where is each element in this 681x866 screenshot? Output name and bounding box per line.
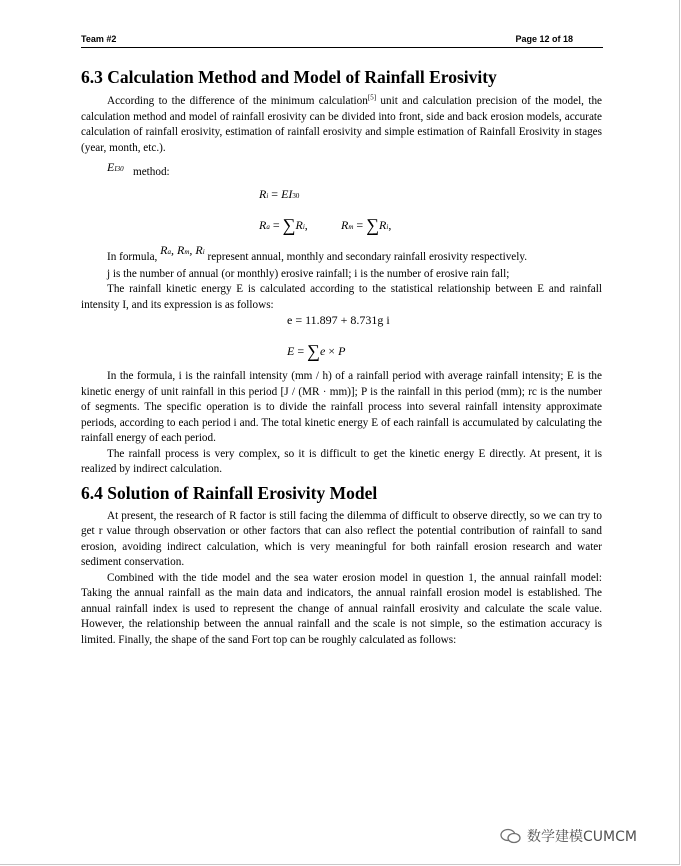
page-number: Page 12 of 18 bbox=[515, 34, 573, 44]
page-content bbox=[81, 66, 602, 648]
symbols-ra-rm-ri: Ra, Rm, Ri bbox=[160, 243, 205, 257]
paragraph-j-definition: j is the number of annual (or monthly) erosive rainfall; i is the number of erosive rain fall; bbox=[107, 267, 510, 280]
section-title-6-4: 6.4 Solution of Rainfall Erosivity Model bbox=[81, 482, 378, 503]
equation-block-e bbox=[81, 313, 602, 369]
equation-e: e = 11.897 + 8.731g i bbox=[287, 313, 390, 327]
citation: [5] bbox=[367, 93, 377, 102]
method-label: method: bbox=[133, 166, 170, 178]
e-i30-symbol: EI30 bbox=[107, 160, 124, 174]
e-method-line bbox=[81, 160, 602, 183]
paragraph-intro: According to the difference of the minimum calculation[5] unit and calculation precision of the model, the calculation method and model of rainfall erosivity can be divided into front, side and back erosion models, accurate calculation of rainfall erosivity, estimation of rainfall erosivity and simple estimation of Rainfall Erosivity in stages (year, month, etc.). bbox=[81, 93, 603, 154]
page-header bbox=[81, 34, 603, 48]
paragraph-formula-explain: In the formula, i is the rainfall intensity (mm / h) of a rainfall period with average rainfall intensity; E is the kinetic energy of unit rainfall in this period [J / (MR · mm)]; P is the rainfall in this period (mm); rc is the number of segments. The specific operation is to divide the rainfall process into several rainfall intensity approximate periods, according to each period i and. The total kinetic energy E of each rainfall is accumulated by calculating the rainfall energy of each period. bbox=[81, 370, 602, 444]
watermark-text: 数学建模CUMCM bbox=[527, 829, 637, 845]
paragraph-formula-intro: In formula, Ra, Rm, Ri represent annual, monthly and secondary rainfall erosivity respectively. bbox=[107, 243, 528, 263]
paragraph-combined: Combined with the tide model and the sea water erosion model in question 1, the annual rainfall model: Taking the annual rainfall as the main data and indicators, the annual rainfall erosion model is established. The annual rainfall index is used to represent the change of annual rainfall erosivity and calculate the scale value. However, the relationship between the annual rainfall and the scale is not simple, so the estimation accuracy is limited. Finally, the shape of the sand Fort top can be roughly calculated as follows: bbox=[81, 571, 602, 646]
equation-r-a: Ra = ∑Ri, bbox=[259, 215, 308, 235]
wechat-icon bbox=[500, 828, 522, 844]
equation-r-i: Ri = EI30 bbox=[259, 187, 300, 201]
equation-r-m: Rm = ∑Ri, bbox=[341, 215, 392, 235]
team-label: Team #2 bbox=[81, 34, 117, 44]
equation-big-e: E = ∑e × P bbox=[287, 341, 346, 361]
paragraph-complex: The rainfall process is very complex, so it is difficult to get the kinetic energy E directly. At present, it is realized by indirect calculation. bbox=[81, 447, 602, 475]
paragraph-r-factor: At present, the research of R factor is still facing the dilemma of difficult to observe directly, so we can try to get r value through observation or other factors that can also reflect the potential contribution of rainfall to sand erosion, avoiding indirect calculation, which is very meaningful for both rainfall erosion research and water sediment conservation. bbox=[81, 509, 602, 568]
watermark bbox=[500, 826, 637, 846]
equation-block-r bbox=[81, 183, 602, 241]
paragraph-energy: The rainfall kinetic energy E is calculated according to the statistical relationship between E and rainfall intensity I, and its expression is as follows: bbox=[81, 283, 602, 311]
section-title-6-3: 6.3 Calculation Method and Model of Rainfall Erosivity bbox=[81, 67, 497, 87]
